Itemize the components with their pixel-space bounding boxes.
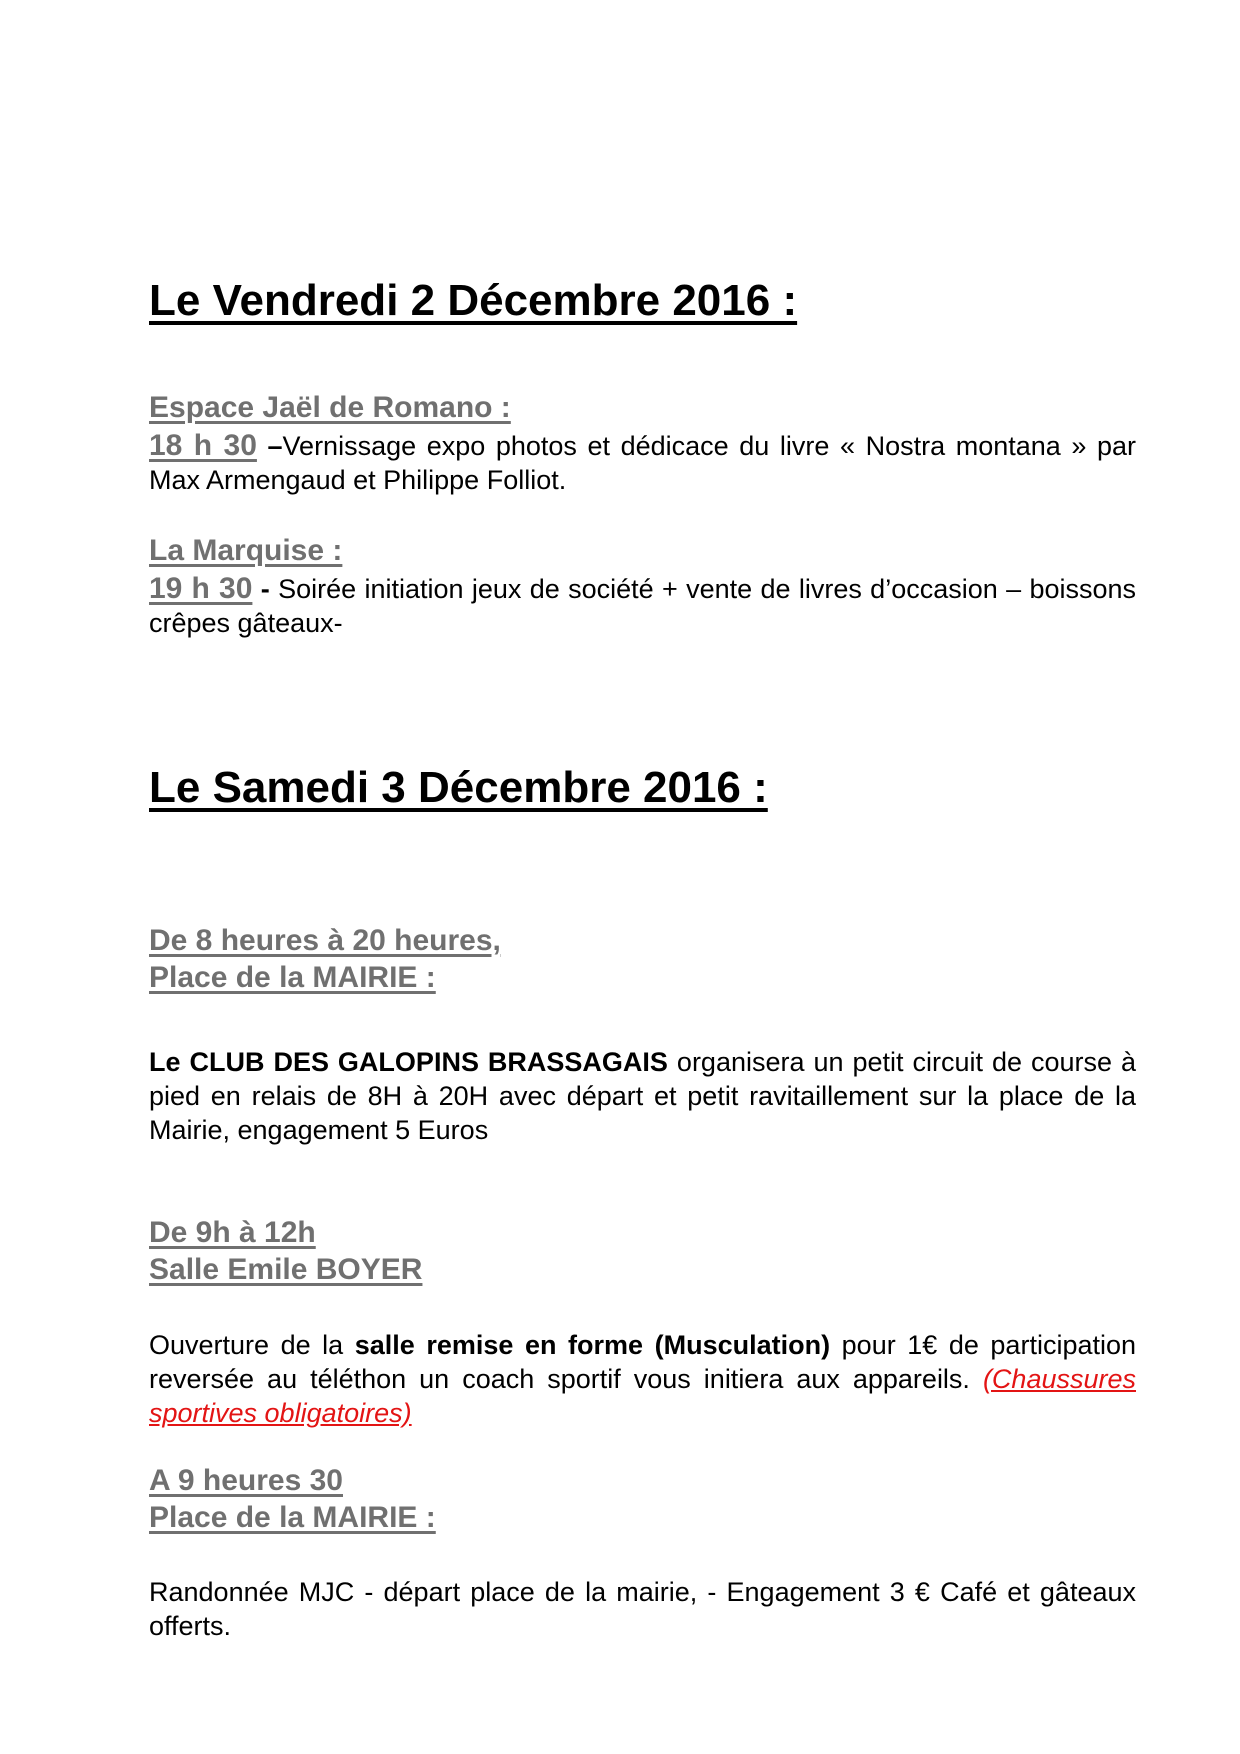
day2-event3-header — [149, 1462, 1136, 1536]
event-text-prefix: Le — [149, 1047, 190, 1077]
day2-event3-description: Randonnée MJC - départ place de la mairie, - Engagement 3 € Café et gâteaux offerts. — [149, 1577, 1136, 1641]
day1-event1-place: Espace Jaël de Romano : — [149, 391, 511, 424]
event-text-rest: organisera un petit circuit de course à pied en relais de 8H à 20H avec départ et petit ravitaillement sur la place de la Mairie, engagement 5 Euros — [149, 1047, 1137, 1145]
day1-event2-place: La Marquise : — [149, 534, 343, 567]
event-text: Soirée initiation jeux de société + vente de livres d’occasion – boissons crêpes gâteaux- — [149, 574, 1137, 638]
event-note: (Chaussures sportives obligatoires) — [149, 1364, 1136, 1428]
day2-event1-header — [149, 922, 1136, 996]
event-text: Vernissage expo photos et dédicace du livre « Nostra montana » par Max Armengaud et Philippe Folliot. — [149, 431, 1136, 495]
event-text-rest: pour 1€ de participation reversée au téléthon un coach sportif vous initiera aux appareils. — [149, 1330, 1137, 1394]
event-text-bold: salle remise en forme (Musculation) — [354, 1330, 831, 1360]
event-text-prefix: Ouverture de la — [149, 1330, 355, 1360]
day1-event1-description — [149, 429, 1136, 497]
day1-event2-description — [149, 572, 1136, 640]
event-place: Place de la MAIRIE : — [149, 1501, 436, 1534]
event-place: Place de la MAIRIE : — [149, 961, 436, 994]
event-when: De 8 heures à 20 heures, — [149, 924, 501, 957]
event-time: 18 h 30 — [149, 429, 257, 462]
event-separator: - — [252, 574, 279, 604]
event-separator: – — [256, 431, 283, 461]
event-when: A 9 heures 30 — [149, 1464, 343, 1497]
event-text-bold: CLUB DES GALOPINS BRASSAGAIS — [189, 1047, 668, 1077]
day2-event2-header — [149, 1214, 1136, 1288]
event-time: 19 h 30 — [149, 572, 253, 605]
day2-title: Le Samedi 3 Décembre 2016 : — [149, 763, 768, 812]
event-place: Salle Emile BOYER — [149, 1253, 423, 1286]
event-when: De 9h à 12h — [149, 1216, 316, 1249]
day2-event1-description — [149, 1045, 1136, 1147]
day1-title: Le Vendredi 2 Décembre 2016 : — [149, 276, 798, 325]
day2-event2-description — [149, 1328, 1136, 1430]
